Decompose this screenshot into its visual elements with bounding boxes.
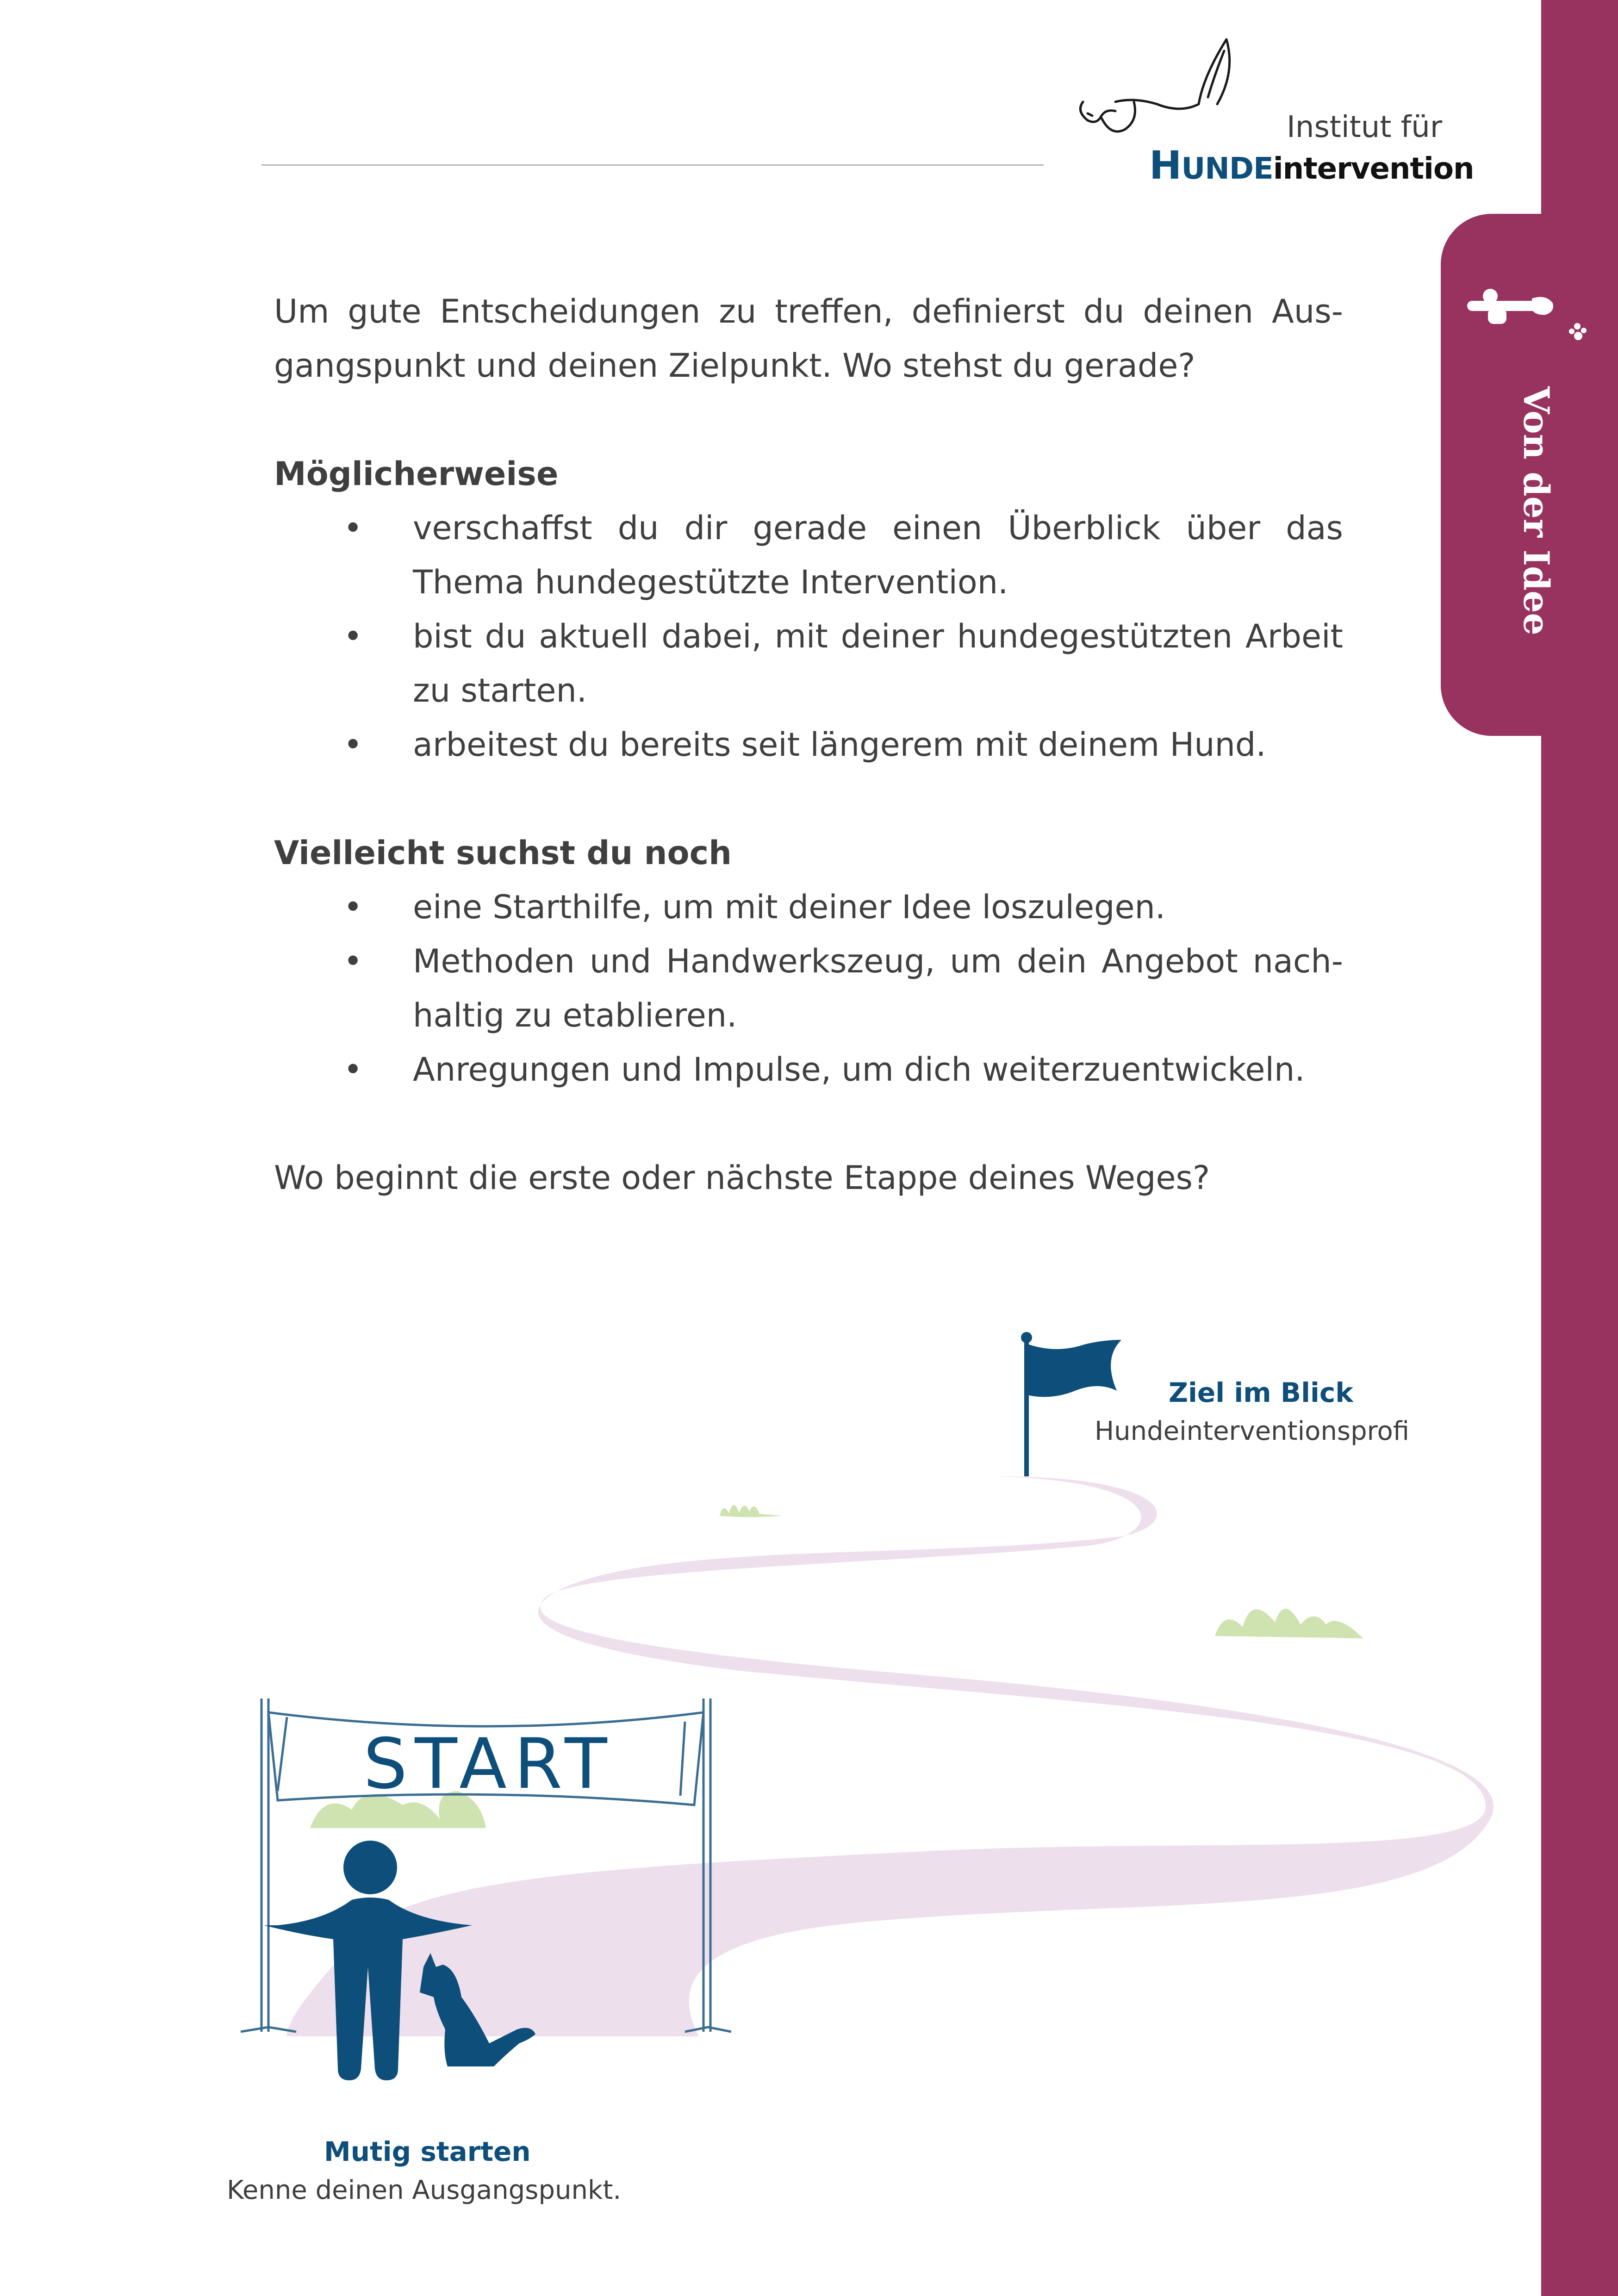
logo-text-hundeintervention xyxy=(1149,143,1474,188)
bullet-marker: • xyxy=(343,617,363,655)
section-heading: Vielleicht suchst du noch xyxy=(274,834,732,872)
intro-paragraph: Um gute Entscheidungen zu treffen, definierst du deinen Aus-gangspunkt und deinen Zielpunkt. Wo stehst du gerade? xyxy=(274,292,1343,385)
bullet-list xyxy=(274,880,1343,1097)
main-text xyxy=(274,285,1343,1205)
list-item: • verschaffst du dir gerade einen Überblick über das Thema hundegestützte Intervention. xyxy=(274,501,1343,610)
goal-subtitle: Hundeinterventionsprofi xyxy=(1095,1416,1409,1446)
list-item: • Methoden und Handwerkszeug, um dein Angebot nach-haltig zu etablieren. xyxy=(274,934,1343,1043)
start-title: Mutig starten xyxy=(324,2136,531,2167)
bullet-marker: • xyxy=(343,509,363,547)
list-item: • arbeitest du bereits seit längerem mit deinem Hund. xyxy=(274,718,1343,772)
start-banner-label: START xyxy=(363,1724,615,1804)
goal-title: Ziel im Blick xyxy=(1169,1377,1353,1408)
logo-letter-h: H xyxy=(1149,143,1182,188)
bullet-marker: • xyxy=(343,942,363,980)
bullet-marker: • xyxy=(343,888,363,926)
start-subtitle: Kenne deinen Ausgangspunkt. xyxy=(227,2175,622,2205)
chapter-label: Von der Idee xyxy=(1516,386,1557,635)
section-heading: Möglicherweise xyxy=(274,455,559,493)
list-item: • bist du aktuell dabei, mit deiner hundegestützten Arbeit zu starten. xyxy=(274,610,1343,718)
list-item: • Anregungen und Impulse, um dich weiterzuentwickeln. xyxy=(274,1043,1343,1097)
logo-text-unde: UNDE xyxy=(1181,152,1273,186)
dog-head-logo-icon xyxy=(1074,32,1240,148)
goal-flag-icon xyxy=(1021,1332,1121,1476)
list-item: • eine Starthilfe, um mit deiner Idee loszulegen. xyxy=(274,880,1343,934)
bullet-list xyxy=(274,501,1343,772)
logo-text-institut: Institut für xyxy=(1287,110,1443,144)
bullet-marker: • xyxy=(343,726,363,764)
closing-question: Wo beginnt die erste oder nächste Etappe deines Weges? xyxy=(274,1159,1210,1197)
bullet-marker: • xyxy=(343,1051,363,1089)
header-rule xyxy=(261,164,1044,166)
logo-text-intervention: intervention xyxy=(1273,152,1474,186)
person-with-dog-icon xyxy=(1462,282,1592,356)
